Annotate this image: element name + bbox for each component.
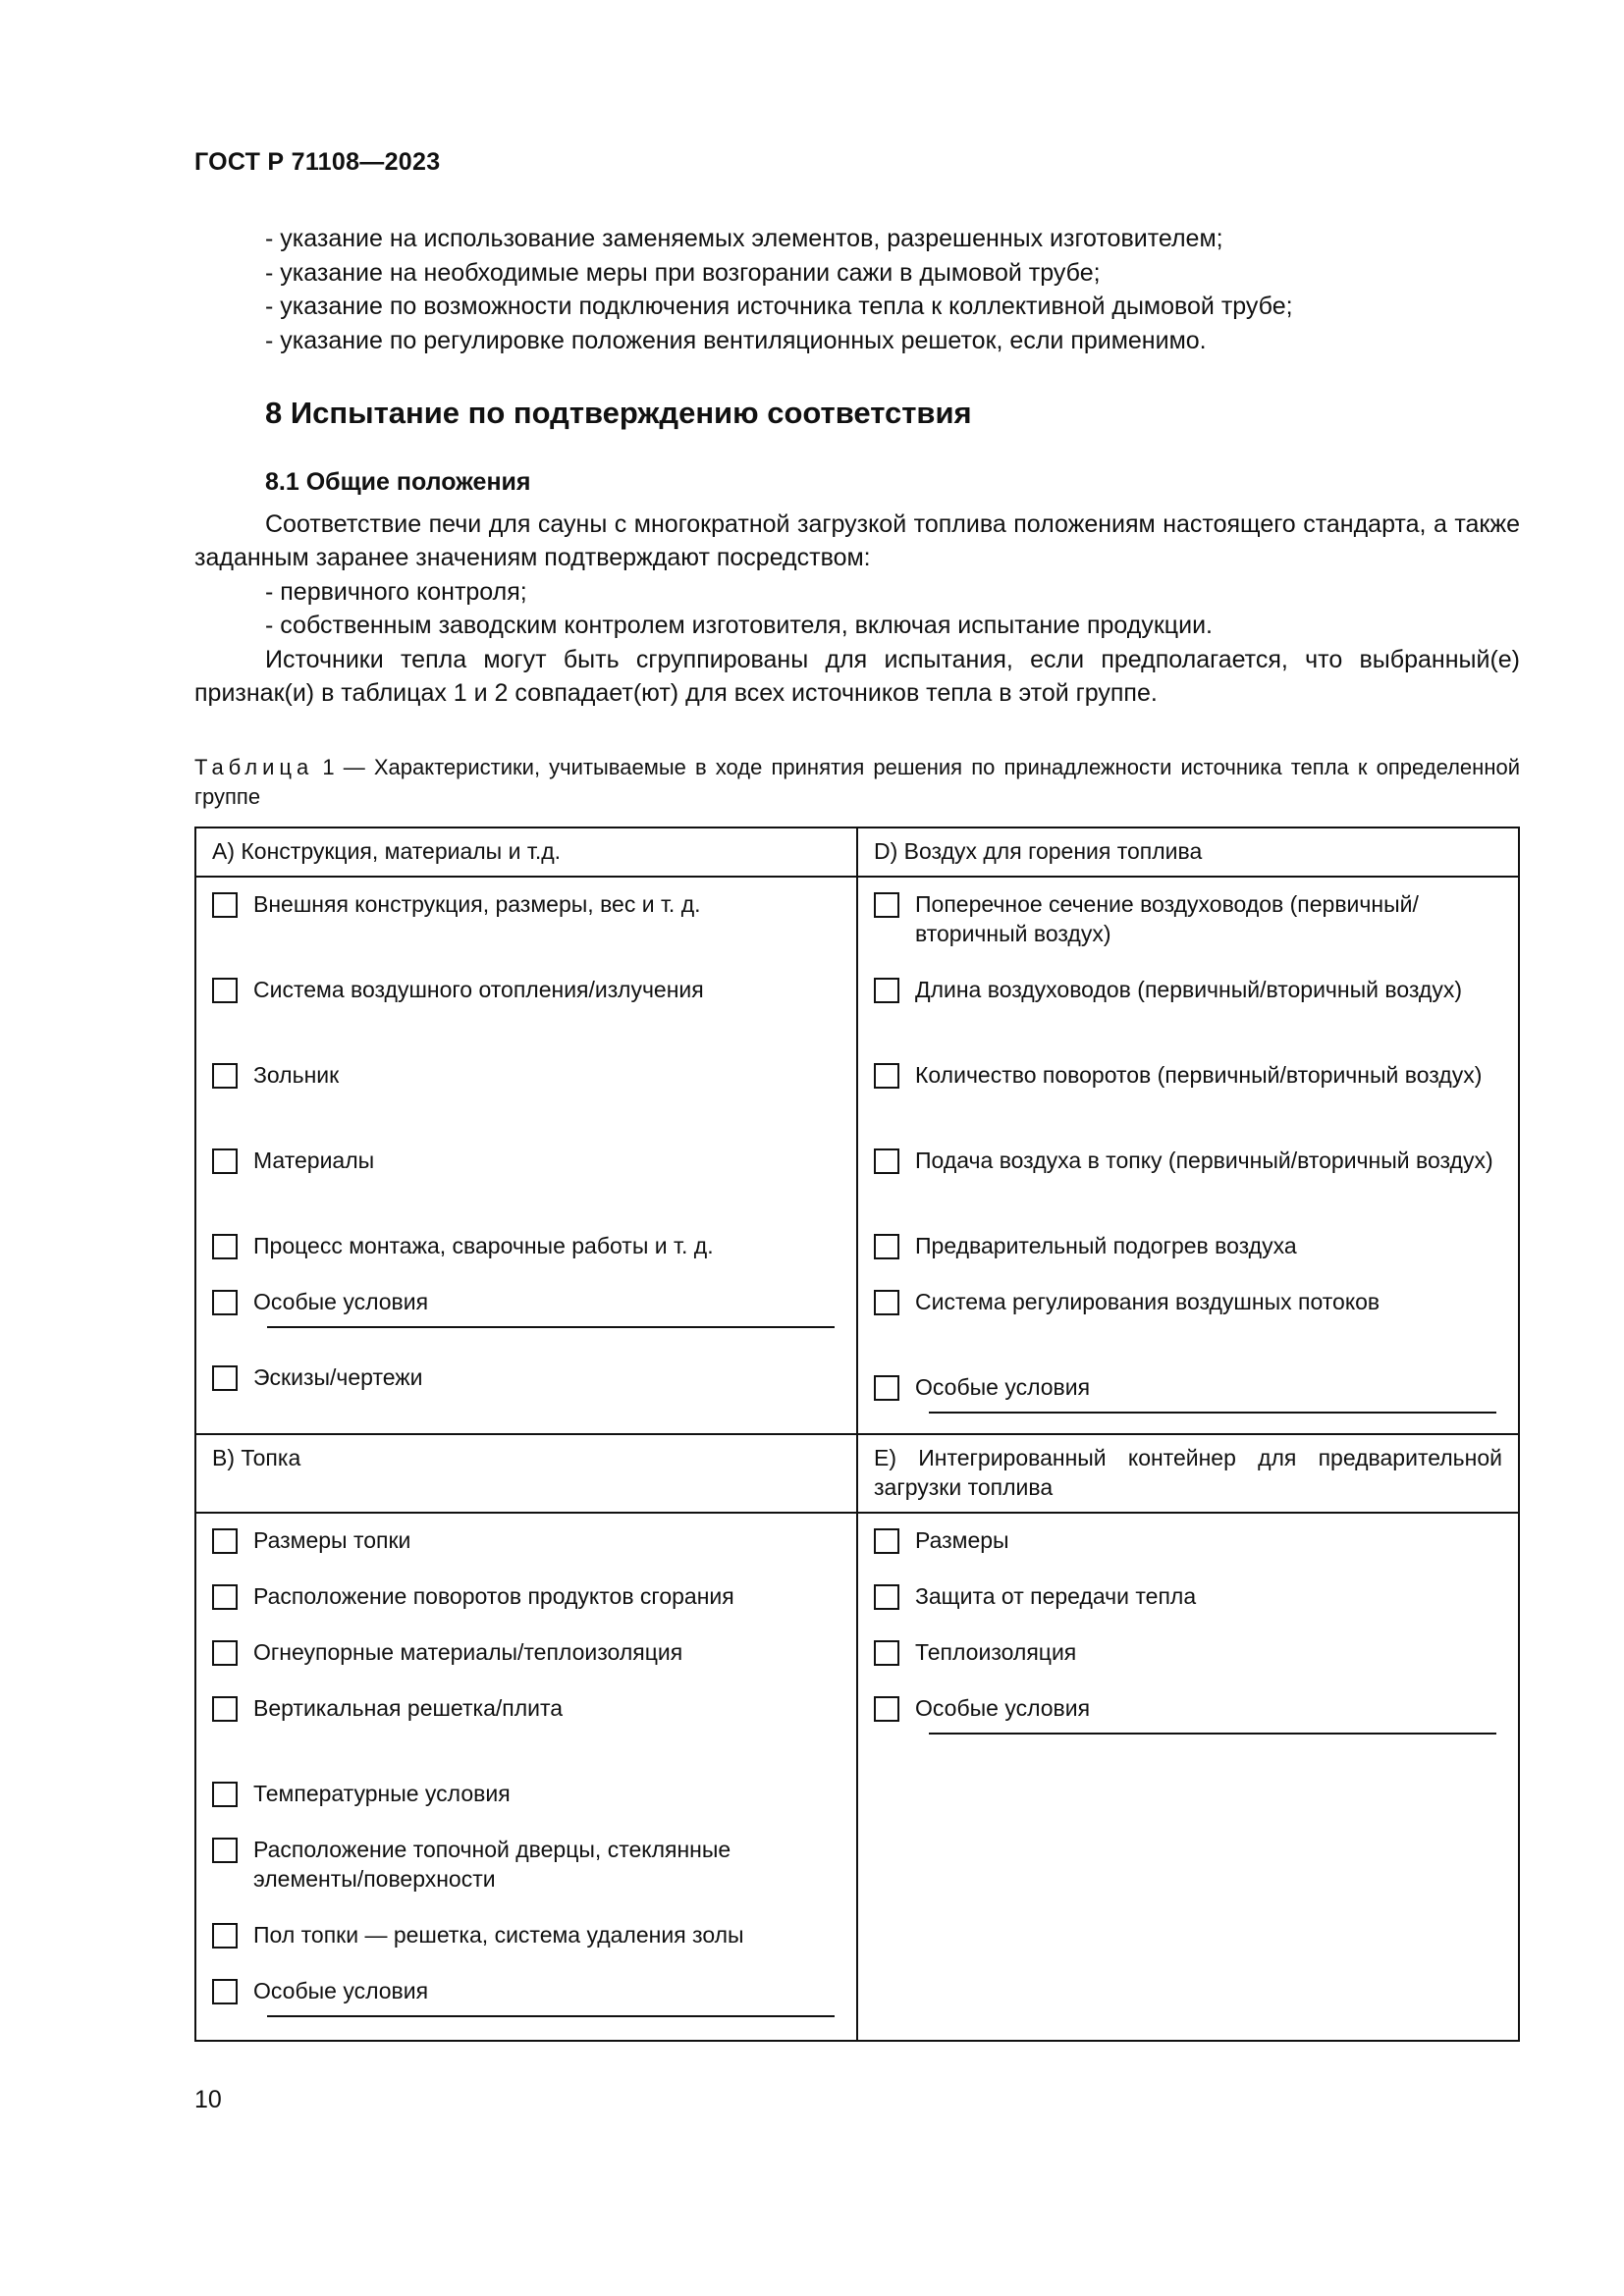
checkbox[interactable]	[874, 1234, 899, 1259]
checklist-item	[874, 889, 1496, 975]
column-header-b: В) Топка	[195, 1434, 857, 1513]
checklist-item	[212, 889, 835, 975]
checklist-item	[212, 1060, 835, 1146]
checklist-item	[212, 1581, 835, 1637]
checkbox[interactable]	[874, 1696, 899, 1722]
column-header-d: D) Воздух для горения топлива	[857, 828, 1519, 877]
checkbox[interactable]	[212, 1528, 238, 1554]
checklist-item	[874, 1060, 1496, 1146]
checkbox[interactable]	[212, 1290, 238, 1315]
checkbox[interactable]	[874, 892, 899, 918]
checkbox[interactable]	[874, 1584, 899, 1610]
checklist-item	[874, 1287, 1496, 1372]
checklist-item	[212, 1779, 835, 1835]
column-body-a	[195, 877, 857, 1434]
characteristics-table	[194, 827, 1520, 2042]
item-label: Особые условия	[915, 1374, 1091, 1400]
item-label: Размеры	[915, 1527, 1009, 1553]
checklist-item	[212, 1287, 835, 1326]
checklist-item	[874, 1693, 1496, 1733]
checkbox[interactable]	[874, 1063, 899, 1089]
item-label: Предварительный подогрев воздуха	[915, 1233, 1297, 1258]
checkbox[interactable]	[212, 1782, 238, 1807]
fill-in-line[interactable]	[267, 1326, 835, 1328]
section-title: 8 Испытание по подтверждению соответствия	[265, 396, 972, 430]
item-label: Процесс монтажа, сварочные работы и т. д.	[253, 1233, 714, 1258]
item-label: Количество поворотов (первичный/вторичный воздух)	[915, 1062, 1483, 1088]
checkbox[interactable]	[212, 1979, 238, 2004]
checkbox[interactable]	[874, 1640, 899, 1666]
checkbox[interactable]	[212, 1923, 238, 1949]
checkbox[interactable]	[212, 978, 238, 1003]
checklist-item	[212, 1976, 835, 2015]
item-label: Зольник	[253, 1062, 340, 1088]
paragraph: Соответствие печи для сауны с многократной загрузкой топлива положениям настоящего стандарта, а также заданным заранее значениям подтверждают посредством:	[194, 509, 1520, 571]
fill-in-line[interactable]	[929, 1733, 1496, 1735]
table-caption-text: 1 — Характеристики, учитываемые в ходе принятия решения по принадлежности источника тепла к определенной группе	[194, 755, 1520, 809]
checkbox[interactable]	[874, 1290, 899, 1315]
list-item: - первичного контроля;	[265, 577, 527, 606]
paragraph: Источники тепла могут быть сгруппированы для испытания, если предполагается, что выбранный(е) признак(и) в таблицах 1 и 2 совпадает(ют) для всех источников тепла в этой группе.	[194, 645, 1520, 707]
item-label: Поперечное сечение воздуховодов (первичный/вторичный воздух)	[915, 891, 1419, 946]
list-item: - собственным заводским контролем изготовителя, включая испытание продукции.	[265, 612, 1213, 639]
list-item: - указание по регулировке положения вентиляционных решеток, если применимо.	[265, 326, 1207, 354]
column-body-e	[857, 1513, 1519, 2041]
item-label: Вертикальная решетка/плита	[253, 1695, 564, 1721]
checklist-item	[212, 1231, 835, 1287]
checkbox[interactable]	[212, 1063, 238, 1089]
item-label: Пол топки — решетка, система удаления золы	[253, 1922, 744, 1948]
item-label: Огнеупорные материалы/теплоизоляция	[253, 1639, 683, 1665]
document-code: ГОСТ Р 71108—2023	[194, 148, 441, 176]
item-label: Подача воздуха в топку (первичный/вторичный воздух)	[915, 1148, 1493, 1173]
checkbox[interactable]	[212, 1838, 238, 1863]
column-header-a: А) Конструкция, материалы и т.д.	[195, 828, 857, 877]
fill-in-line[interactable]	[929, 1412, 1496, 1414]
checklist-item	[874, 1637, 1496, 1693]
checklist-item	[874, 1231, 1496, 1287]
checklist-item	[212, 1146, 835, 1231]
page-number: 10	[194, 2086, 222, 2113]
checklist-item	[212, 1693, 835, 1779]
body-text	[194, 222, 1520, 711]
table-caption	[194, 753, 1520, 812]
subsection-title: 8.1 Общие положения	[265, 468, 531, 496]
checkbox[interactable]	[212, 1584, 238, 1610]
list-item: - указание на необходимые меры при возгорании сажи в дымовой трубе;	[265, 258, 1101, 287]
item-label: Материалы	[253, 1148, 375, 1173]
checkbox[interactable]	[874, 1375, 899, 1401]
item-label: Температурные условия	[253, 1781, 511, 1806]
checkbox[interactable]	[874, 1528, 899, 1554]
item-label: Особые условия	[915, 1695, 1091, 1721]
checklist-item	[874, 1372, 1496, 1412]
checklist-item	[212, 1525, 835, 1581]
checklist-item	[874, 975, 1496, 1060]
item-label: Теплоизоляция	[915, 1639, 1077, 1665]
item-label: Защита от передачи тепла	[915, 1583, 1197, 1609]
checkbox[interactable]	[212, 1365, 238, 1391]
fill-in-line[interactable]	[267, 2015, 835, 2017]
item-label: Особые условия	[253, 1289, 429, 1314]
column-body-b	[195, 1513, 857, 2041]
item-label: Размеры топки	[253, 1527, 411, 1553]
checklist-item	[874, 1146, 1496, 1231]
checkbox[interactable]	[212, 1148, 238, 1174]
list-item: - указание по возможности подключения источника тепла к коллективной дымовой трубе;	[265, 293, 1293, 320]
item-label: Система регулирования воздушных потоков	[915, 1289, 1380, 1314]
checkbox[interactable]	[212, 1696, 238, 1722]
checklist-item	[874, 1525, 1496, 1581]
item-label: Эскизы/чертежи	[253, 1364, 423, 1390]
table-caption-prefix: Таблица	[194, 755, 314, 779]
checkbox[interactable]	[874, 1148, 899, 1174]
checkbox[interactable]	[212, 892, 238, 918]
item-label: Система воздушного отопления/излучения	[253, 977, 704, 1002]
item-label: Расположение поворотов продуктов сгорания	[253, 1583, 734, 1609]
checkbox[interactable]	[212, 1640, 238, 1666]
item-label: Внешняя конструкция, размеры, вес и т. д.	[253, 891, 701, 917]
item-label: Длина воздуховодов (первичный/вторичный воздух)	[915, 977, 1462, 1002]
list-item: - указание на использование заменяемых элементов, разрешенных изготовителем;	[265, 225, 1223, 252]
checkbox[interactable]	[212, 1234, 238, 1259]
item-label: Особые условия	[253, 1978, 429, 2003]
checklist-item	[874, 1581, 1496, 1637]
checklist-item	[212, 1835, 835, 1920]
checklist-item	[212, 1362, 835, 1402]
item-label: Расположение топочной дверцы, стеклянные элементы/поверхности	[253, 1837, 731, 1892]
checklist-item	[212, 1920, 835, 1976]
column-header-e: Е) Интегрированный контейнер для предварительной загрузки топлива	[857, 1434, 1519, 1513]
column-body-d	[857, 877, 1519, 1434]
checklist-item	[212, 1637, 835, 1693]
checkbox[interactable]	[874, 978, 899, 1003]
checklist-item	[212, 975, 835, 1060]
